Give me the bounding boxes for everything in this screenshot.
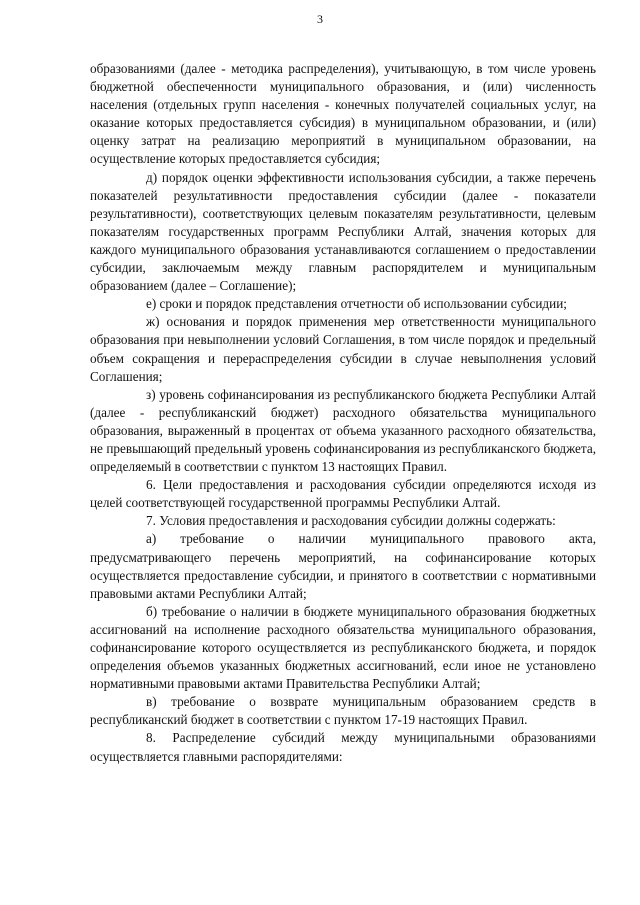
- paragraph: б) требование о наличии в бюджете муниципального образования бюджетных ассигнований на исполнение расходного обязательства муниципального образования, софинансирование которого осуществляется из республиканского бюджета, и порядок определения объемов указанных бюджетных ассигнований, если иное не установлено нормативными правовыми актами Правительства Республики Алтай;: [90, 603, 596, 692]
- paragraph: 6. Цели предоставления и расходования субсидии определяются исходя из целей соответствующей государственной программы Республики Алтай.: [90, 477, 596, 511]
- page-number: 3: [317, 12, 323, 26]
- paragraph: з) уровень софинансирования из республиканского бюджета Республики Алтай (далее - республиканский бюджет) расходного обязательства муниципального образования, выраженный в процентах от объема указанного расходного обязательства, не превышающий предельный уровень софинансирования из республиканского бюджета, определяемый в соответствии с пунктом 13 настоящих Правил.: [90, 386, 596, 475]
- paragraph: е) сроки и порядок представления отчетности об использовании субсидии;: [146, 296, 567, 312]
- paragraph: ж) основания и порядок применения мер ответственности муниципального образования при невыполнении условий Соглашения, в том числе порядок и предельный объем сокращения и перераспределения субсидии в случае невыполнения условий Соглашения;: [90, 314, 596, 384]
- paragraph: а) требование о наличии муниципального правового акта, предусматривающего перечень мероприятий, на софинансирование которых осуществляется предоставление субсидии, и принятого в соответствии с нормативными правовыми актами Республики Алтай;: [90, 531, 596, 601]
- paragraph: образованиями (далее - методика распределения), учитывающую, в том числе уровень бюджетной обеспеченности муниципального образования, и (или) численность населения (отдельных групп населения - конечных получателей социальных услуг, на оказание которых предоставляется субсидия) в муниципальном образовании, и (или) оценку затрат на реализацию мероприятий в муниципальном образовании, на осуществление которых предоставляется субсидия;: [90, 61, 596, 167]
- paragraph: в) требование о возврате муниципальным образованием средств в республиканский бюджет в соответствии с пунктом 17-19 настоящих Правил.: [90, 694, 596, 728]
- paragraph: д) порядок оценки эффективности использования субсидии, а также перечень показателей результативности предоставления субсидии (далее - показатели результативности), соответствующих целевым показателям результативности, целевым показателям государственных программ Республики Алтай, значения которых для каждого муниципального образования устанавливаются соглашением о предоставлении субсидии, заключаемым между главным распорядителем и муниципальным образованием (далее – Соглашение);: [90, 169, 596, 294]
- paragraph: 8. Распределение субсидий между муниципальными образованиями осуществляется главными распорядителями:: [90, 730, 596, 764]
- paragraph: 7. Условия предоставления и расходования субсидии должны содержать:: [146, 513, 556, 529]
- document-body: [90, 60, 596, 766]
